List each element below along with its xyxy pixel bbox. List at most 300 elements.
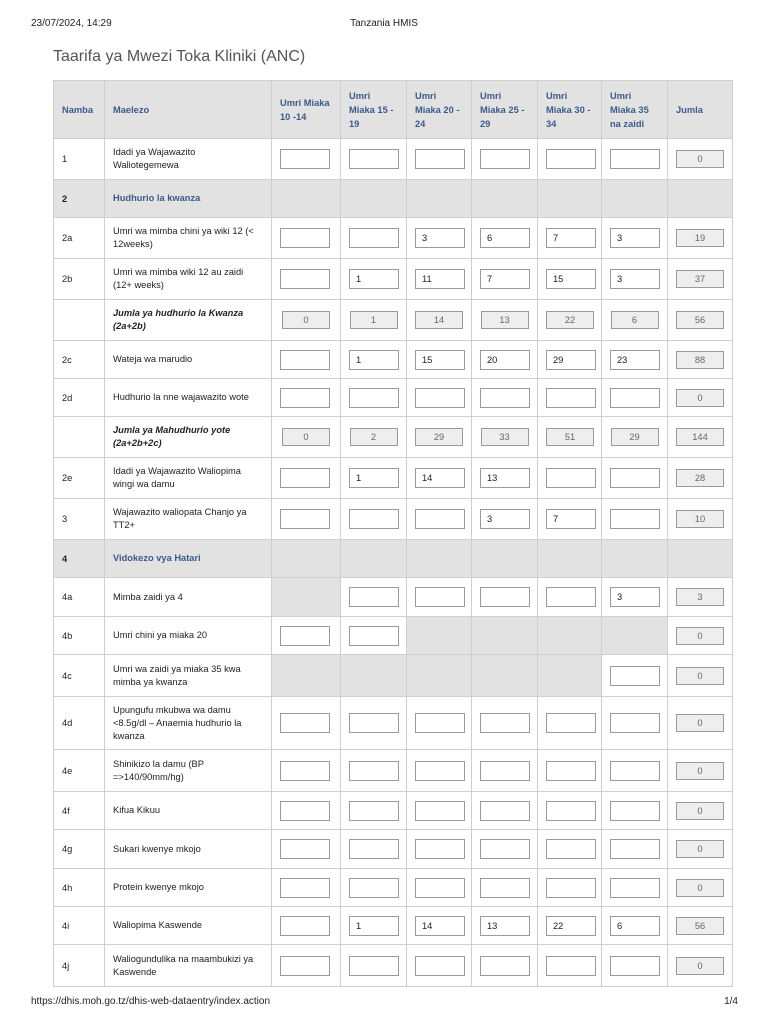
value-input[interactable]: [546, 878, 596, 898]
row-total-field: 3: [676, 588, 724, 606]
subtotal-row: [54, 417, 733, 458]
row-total-field: 0: [676, 802, 724, 820]
value-input[interactable]: [280, 626, 330, 646]
column-header: Jumla: [668, 81, 733, 139]
value-cell: [602, 259, 668, 300]
value-cell: [602, 697, 668, 750]
value-input[interactable]: [610, 878, 660, 898]
row-label: Sukari kwenye mkojo: [113, 843, 201, 854]
value-input[interactable]: [546, 587, 596, 607]
value-cell: [407, 417, 472, 458]
value-input[interactable]: [610, 509, 660, 529]
row-number: 1: [54, 139, 105, 180]
value-input[interactable]: [280, 956, 330, 976]
disabled-cell: [538, 655, 602, 697]
row-label: Idadi ya Wajawazito Waliopima wingi wa damu: [113, 466, 241, 489]
total-cell: [668, 750, 733, 792]
value-input[interactable]: 7: [480, 269, 530, 289]
row-number: 4b: [54, 617, 105, 655]
value-input[interactable]: [349, 228, 399, 248]
value-cell: [472, 417, 538, 458]
section-cell: [668, 180, 733, 218]
table-row: [54, 830, 733, 869]
section-cell: [272, 540, 341, 578]
page-url: https://dhis.moh.go.tz/dhis-web-dataentry/index.action: [31, 996, 271, 1007]
value-input[interactable]: [280, 388, 330, 408]
data-entry-table: [53, 80, 733, 987]
value-cell: [407, 458, 472, 499]
value-input[interactable]: 1: [349, 468, 399, 488]
table-row: [54, 697, 733, 750]
row-label-cell: [105, 180, 272, 218]
value-input[interactable]: [610, 713, 660, 733]
value-input[interactable]: [480, 878, 530, 898]
subtotal-field: 0: [282, 311, 330, 329]
total-cell: [668, 218, 733, 259]
value-cell: [602, 830, 668, 869]
value-input[interactable]: [280, 713, 330, 733]
value-input[interactable]: [546, 468, 596, 488]
disabled-cell: [407, 617, 472, 655]
table-row: [54, 869, 733, 907]
value-cell: [407, 945, 472, 987]
value-input[interactable]: [349, 149, 399, 169]
value-input[interactable]: [610, 468, 660, 488]
section-cell: [602, 180, 668, 218]
value-input[interactable]: 7: [546, 509, 596, 529]
section-cell: [341, 180, 407, 218]
print-footer: [0, 994, 768, 1014]
section-cell: [407, 180, 472, 218]
value-input[interactable]: [280, 468, 330, 488]
total-cell: [668, 259, 733, 300]
section-cell: [538, 540, 602, 578]
row-label: Wateja wa marudio: [113, 354, 193, 364]
value-input[interactable]: [546, 388, 596, 408]
value-input[interactable]: [610, 149, 660, 169]
value-input[interactable]: [280, 149, 330, 169]
disabled-cell: [407, 655, 472, 697]
total-cell: [668, 792, 733, 830]
value-cell: [602, 139, 668, 180]
row-total-field: 0: [676, 667, 724, 685]
row-total-field: 0: [676, 957, 724, 975]
value-input[interactable]: [415, 587, 465, 607]
value-input[interactable]: [415, 388, 465, 408]
row-number: 4i: [54, 907, 105, 945]
value-input[interactable]: [349, 839, 399, 859]
row-total-field: 0: [676, 762, 724, 780]
value-cell: [472, 379, 538, 417]
row-number: 4j: [54, 945, 105, 987]
value-cell: [407, 907, 472, 945]
row-total-field: 0: [676, 840, 724, 858]
value-cell: [602, 417, 668, 458]
value-cell: [538, 945, 602, 987]
value-input[interactable]: [610, 839, 660, 859]
value-input[interactable]: [546, 839, 596, 859]
value-cell: [272, 417, 341, 458]
total-cell: [668, 830, 733, 869]
subtotal-field: 13: [481, 311, 529, 329]
value-input[interactable]: [280, 801, 330, 821]
value-cell: [341, 499, 407, 540]
value-cell: [538, 379, 602, 417]
value-input[interactable]: [610, 761, 660, 781]
table-header-row: [54, 81, 733, 139]
value-cell: [341, 830, 407, 869]
value-cell: [407, 379, 472, 417]
total-cell: [668, 139, 733, 180]
column-header: Umri Miaka 35 na zaidi: [602, 81, 668, 139]
row-number: 4c: [54, 655, 105, 697]
value-input[interactable]: 3: [415, 228, 465, 248]
row-label-cell: [105, 750, 272, 792]
column-header: Umri Miaka 10 -14: [272, 81, 341, 139]
total-cell: [668, 417, 733, 458]
disabled-cell: [602, 617, 668, 655]
value-cell: [538, 578, 602, 617]
value-input[interactable]: [610, 801, 660, 821]
value-cell: [341, 458, 407, 499]
value-input[interactable]: 1: [349, 269, 399, 289]
value-cell: [341, 300, 407, 341]
value-cell: [407, 830, 472, 869]
row-label-cell: [105, 259, 272, 300]
value-input[interactable]: 3: [480, 509, 530, 529]
table-row: [54, 139, 733, 180]
value-input[interactable]: 23: [610, 350, 660, 370]
value-input[interactable]: [415, 839, 465, 859]
value-input[interactable]: [349, 801, 399, 821]
row-label-cell: [105, 578, 272, 617]
value-cell: [341, 869, 407, 907]
value-input[interactable]: [415, 761, 465, 781]
value-input[interactable]: [349, 713, 399, 733]
row-label-cell: [105, 697, 272, 750]
value-input[interactable]: 11: [415, 269, 465, 289]
value-input[interactable]: [480, 761, 530, 781]
value-cell: [407, 300, 472, 341]
total-cell: [668, 617, 733, 655]
value-input[interactable]: 3: [610, 269, 660, 289]
value-cell: [538, 218, 602, 259]
section-row: [54, 540, 733, 578]
value-cell: [272, 499, 341, 540]
value-input[interactable]: 1: [349, 916, 399, 936]
value-input[interactable]: 15: [546, 269, 596, 289]
print-page-title: Tanzania HMIS: [350, 18, 418, 29]
row-total-field: 28: [676, 469, 724, 487]
value-input[interactable]: 14: [415, 916, 465, 936]
value-cell: [341, 341, 407, 379]
value-cell: [272, 617, 341, 655]
subtotal-field: 0: [282, 428, 330, 446]
section-cell: [668, 540, 733, 578]
column-header: Umri Miaka 20 - 24: [407, 81, 472, 139]
table-row: [54, 458, 733, 499]
value-input[interactable]: [546, 761, 596, 781]
row-number: 2e: [54, 458, 105, 499]
value-cell: [472, 259, 538, 300]
print-header: [0, 0, 768, 40]
row-label-cell: [105, 945, 272, 987]
value-input[interactable]: [280, 350, 330, 370]
total-cell: [668, 578, 733, 617]
row-total-field: 0: [676, 879, 724, 897]
value-cell: [472, 218, 538, 259]
value-cell: [538, 139, 602, 180]
value-cell: [341, 617, 407, 655]
row-number: 2c: [54, 341, 105, 379]
row-label: Idadi ya Wajawazito Waliotegemewa: [113, 147, 196, 170]
value-cell: [272, 750, 341, 792]
value-cell: [538, 417, 602, 458]
table-row: [54, 907, 733, 945]
row-number: 2d: [54, 379, 105, 417]
value-cell: [538, 907, 602, 945]
table-row: [54, 578, 733, 617]
value-cell: [272, 300, 341, 341]
value-input[interactable]: [280, 916, 330, 936]
value-input[interactable]: 20: [480, 350, 530, 370]
value-cell: [341, 750, 407, 792]
value-input[interactable]: [280, 269, 330, 289]
table-row: [54, 945, 733, 987]
value-input[interactable]: [610, 956, 660, 976]
total-cell: [668, 341, 733, 379]
value-input[interactable]: [349, 388, 399, 408]
disabled-cell: [272, 578, 341, 617]
value-cell: [272, 218, 341, 259]
row-label-cell: [105, 341, 272, 379]
value-input[interactable]: [280, 878, 330, 898]
section-cell: [472, 180, 538, 218]
column-header: Umri Miaka 30 - 34: [538, 81, 602, 139]
value-cell: [472, 907, 538, 945]
value-cell: [602, 499, 668, 540]
value-input[interactable]: [610, 666, 660, 686]
subtotal-field: 33: [481, 428, 529, 446]
row-number: 4h: [54, 869, 105, 907]
table-row: [54, 259, 733, 300]
value-input[interactable]: [480, 801, 530, 821]
value-cell: [272, 869, 341, 907]
total-cell: [668, 869, 733, 907]
value-cell: [472, 458, 538, 499]
value-cell: [407, 578, 472, 617]
value-cell: [272, 458, 341, 499]
form-title: Taarifa ya Mwezi Toka Kliniki (ANC): [53, 48, 306, 65]
value-input[interactable]: [480, 956, 530, 976]
row-label-cell: [105, 617, 272, 655]
total-cell: [668, 945, 733, 987]
value-cell: [341, 578, 407, 617]
value-cell: [538, 458, 602, 499]
value-input[interactable]: [349, 626, 399, 646]
row-number: 4e: [54, 750, 105, 792]
table-row: [54, 655, 733, 697]
value-input[interactable]: 7: [546, 228, 596, 248]
row-total-field: 0: [676, 627, 724, 645]
value-input[interactable]: [480, 713, 530, 733]
value-cell: [341, 139, 407, 180]
print-timestamp: 23/07/2024, 14:29: [31, 18, 112, 29]
value-input[interactable]: [349, 509, 399, 529]
value-cell: [407, 750, 472, 792]
row-label: Protein kwenye mkojo: [113, 882, 204, 892]
value-cell: [341, 792, 407, 830]
row-label-cell: [105, 139, 272, 180]
value-input[interactable]: [280, 228, 330, 248]
value-cell: [407, 697, 472, 750]
disabled-cell: [538, 617, 602, 655]
value-input[interactable]: 22: [546, 916, 596, 936]
value-input[interactable]: [415, 801, 465, 821]
value-cell: [272, 341, 341, 379]
value-input[interactable]: 29: [546, 350, 596, 370]
value-cell: [538, 830, 602, 869]
value-cell: [341, 218, 407, 259]
value-cell: [407, 499, 472, 540]
value-cell: [602, 945, 668, 987]
subtotal-field: 14: [415, 311, 463, 329]
value-input[interactable]: [480, 839, 530, 859]
value-input[interactable]: 3: [610, 228, 660, 248]
value-cell: [272, 259, 341, 300]
total-cell: [668, 458, 733, 499]
value-cell: [272, 792, 341, 830]
row-label: Umri wa mimba chini ya wiki 12 (< 12weeks): [113, 226, 254, 249]
value-input[interactable]: [546, 801, 596, 821]
value-cell: [538, 259, 602, 300]
subtotal-field: 6: [611, 311, 659, 329]
row-label: Jumla ya Mahudhurio yote (2a+2b+2c): [113, 425, 231, 448]
row-total-field: 37: [676, 270, 724, 288]
value-input[interactable]: [546, 149, 596, 169]
value-cell: [472, 945, 538, 987]
row-label: Upungufu mkubwa wa damu <8.5g/dl – Anaemia hudhurio la kwanza: [113, 704, 242, 741]
row-label-cell: [105, 458, 272, 499]
value-cell: [472, 341, 538, 379]
row-label: Wajawazito waliopata Chanjo ya TT2+: [113, 507, 247, 530]
value-input[interactable]: 15: [415, 350, 465, 370]
value-input[interactable]: [280, 509, 330, 529]
column-header: Maelezo: [105, 81, 272, 139]
row-total-field: 0: [676, 150, 724, 168]
row-label: Umri wa zaidi ya miaka 35 kwa mimba ya kwanza: [113, 663, 241, 687]
section-cell: [341, 540, 407, 578]
value-input[interactable]: 6: [480, 228, 530, 248]
row-number: 4: [54, 540, 105, 578]
row-total-field: 56: [676, 311, 724, 329]
value-input[interactable]: [280, 839, 330, 859]
section-cell: [602, 540, 668, 578]
value-cell: [538, 750, 602, 792]
section-row: [54, 180, 733, 218]
value-cell: [341, 259, 407, 300]
row-total-field: 10: [676, 510, 724, 528]
column-header: Umri Miaka 25 - 29: [472, 81, 538, 139]
row-label-cell: [105, 499, 272, 540]
table-row: [54, 750, 733, 792]
row-label-cell: [105, 792, 272, 830]
disabled-cell: [272, 655, 341, 697]
value-input[interactable]: [546, 956, 596, 976]
value-cell: [602, 458, 668, 499]
value-input[interactable]: [480, 388, 530, 408]
table-row: [54, 379, 733, 417]
value-input[interactable]: 13: [480, 468, 530, 488]
value-input[interactable]: 6: [610, 916, 660, 936]
disabled-cell: [341, 655, 407, 697]
value-cell: [602, 750, 668, 792]
value-cell: [407, 259, 472, 300]
value-cell: [602, 655, 668, 697]
table-row: [54, 792, 733, 830]
value-cell: [272, 907, 341, 945]
value-input[interactable]: [546, 713, 596, 733]
row-number: 4d: [54, 697, 105, 750]
value-cell: [272, 697, 341, 750]
row-number: 4f: [54, 792, 105, 830]
value-input[interactable]: [280, 761, 330, 781]
value-input[interactable]: 1: [349, 350, 399, 370]
value-cell: [472, 139, 538, 180]
row-total-field: 0: [676, 389, 724, 407]
row-number: 3: [54, 499, 105, 540]
row-label-cell: [105, 417, 272, 458]
row-label: Kifua Kikuu: [113, 805, 161, 815]
value-cell: [407, 341, 472, 379]
value-input[interactable]: [415, 713, 465, 733]
value-input[interactable]: [349, 878, 399, 898]
row-total-field: 56: [676, 917, 724, 935]
value-input[interactable]: [480, 587, 530, 607]
subtotal-row: [54, 300, 733, 341]
value-input[interactable]: [480, 149, 530, 169]
value-cell: [538, 499, 602, 540]
value-input[interactable]: [415, 149, 465, 169]
row-label-cell: [105, 379, 272, 417]
value-input[interactable]: [415, 509, 465, 529]
row-number: [54, 300, 105, 341]
value-input[interactable]: [349, 761, 399, 781]
value-input[interactable]: [610, 388, 660, 408]
total-cell: [668, 655, 733, 697]
value-input[interactable]: [415, 878, 465, 898]
row-number: 4g: [54, 830, 105, 869]
value-cell: [538, 792, 602, 830]
value-input[interactable]: 14: [415, 468, 465, 488]
value-input[interactable]: [349, 587, 399, 607]
table-row: [54, 499, 733, 540]
subtotal-field: 1: [350, 311, 398, 329]
page-number: 1/4: [724, 996, 738, 1007]
value-input[interactable]: [349, 956, 399, 976]
value-input[interactable]: 13: [480, 916, 530, 936]
value-cell: [272, 139, 341, 180]
value-cell: [272, 379, 341, 417]
subtotal-field: 29: [415, 428, 463, 446]
value-input[interactable]: [415, 956, 465, 976]
value-cell: [602, 907, 668, 945]
value-cell: [341, 907, 407, 945]
column-header: Namba: [54, 81, 105, 139]
section-cell: [407, 540, 472, 578]
value-cell: [407, 139, 472, 180]
value-input[interactable]: 3: [610, 587, 660, 607]
